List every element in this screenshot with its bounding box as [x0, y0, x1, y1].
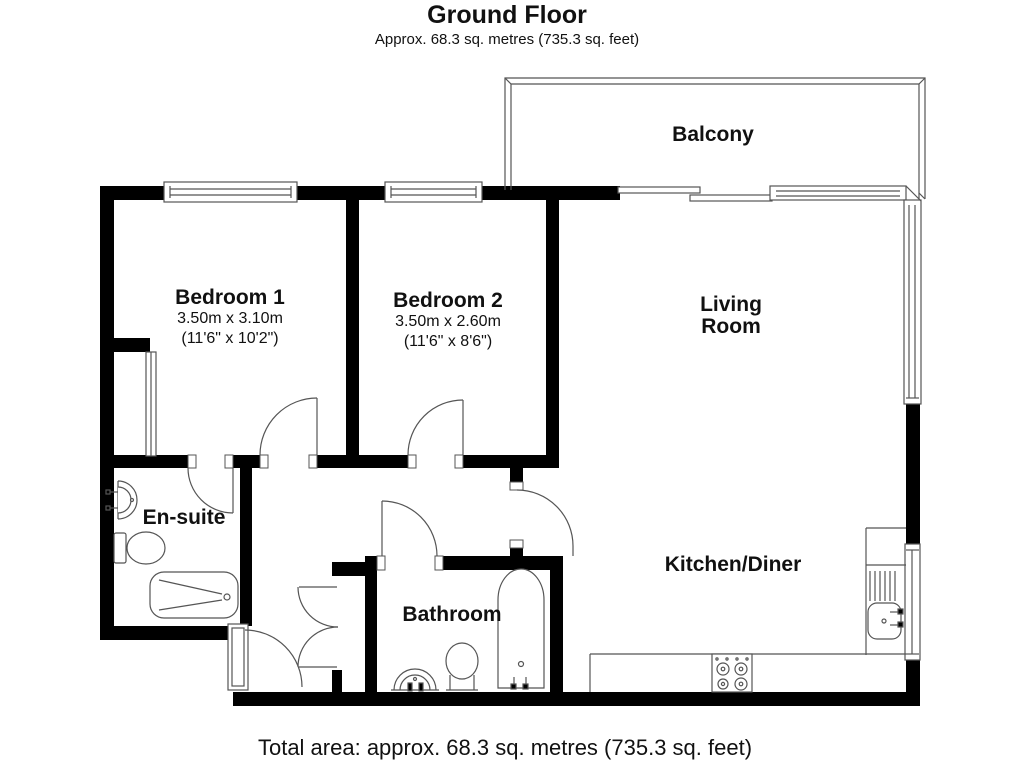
kitchen-drainer: [870, 571, 895, 601]
kitchen-label: Kitchen/Diner: [664, 553, 802, 576]
bedroom2-label-block: [393, 290, 503, 352]
kitchen-sink-icon: [868, 603, 903, 639]
kitchen-window: [905, 544, 920, 660]
living-side-window: [904, 200, 921, 404]
balcony-label: Balcony: [672, 123, 754, 146]
bedroom2-metric: 3.50m x 2.60m: [395, 313, 501, 330]
wardrobe-slider: [146, 352, 156, 456]
bedroom1-window: [164, 182, 297, 202]
stove-icon: [712, 654, 752, 692]
kitchen-door: [517, 490, 573, 556]
cupboard-doors: [298, 587, 338, 667]
ensuite-bathtub-icon: [150, 572, 238, 618]
bathroom-bathtub-icon: [498, 569, 544, 689]
ensuite-label: En-suite: [142, 506, 226, 529]
total-area-text: Total area: approx. 68.3 sq. metres (735.3 sq. feet): [257, 735, 753, 760]
bedroom1-door: [260, 398, 317, 455]
bedroom2-imperial: (11'6" x 8'6"): [403, 333, 493, 350]
bedroom1-metric: 3.50m x 3.10m: [177, 310, 283, 327]
bedroom2-window: [385, 182, 482, 202]
bedroom1-label-block: [175, 287, 285, 349]
bedroom2-door: [408, 400, 463, 455]
ensuite-fixtures: [106, 481, 238, 618]
bedroom1-imperial: (11'6" x 10'2"): [181, 330, 279, 347]
entrance-door: [228, 624, 302, 690]
bathroom-toilet-icon: [446, 643, 478, 690]
door-jambs: [188, 455, 523, 570]
bathroom-label: Bathroom: [402, 603, 502, 626]
page-title: Ground Floor: [427, 1, 587, 29]
bathroom-fixtures: [391, 569, 544, 691]
living-top-window: [770, 186, 906, 200]
living-room-label: Living Room: [700, 293, 762, 338]
bedroom1-name: Bedroom 1: [175, 286, 285, 309]
bathroom-door: [382, 501, 437, 556]
bathroom-sink-icon: [391, 669, 439, 691]
bedroom2-name: Bedroom 2: [393, 289, 503, 312]
sliding-door: [618, 187, 772, 201]
page-subtitle: Approx. 68.3 sq. metres (735.3 sq. feet): [374, 31, 640, 48]
ensuite-toilet-icon: [114, 532, 165, 564]
